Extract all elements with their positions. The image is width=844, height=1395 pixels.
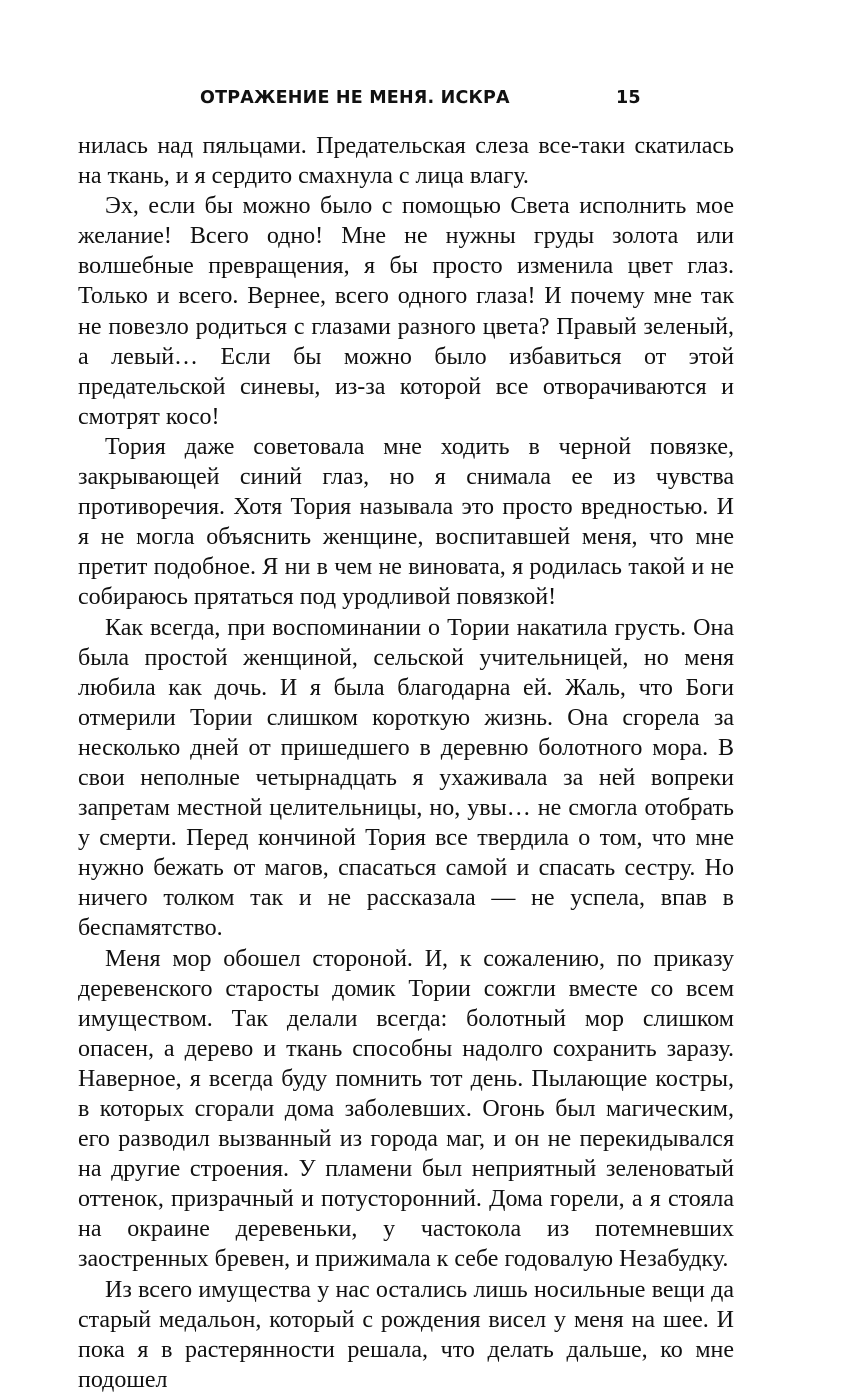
page-number: 15 — [616, 88, 641, 108]
running-title: ОТРАЖЕНИЕ НЕ МЕНЯ. ИСКРА — [200, 88, 510, 108]
paragraph: Из всего имущества у нас остались лишь носильные вещи да старый медальон, который с рождения висел у меня на шее. И пока я в растерянности решала, что делать дальше, ко мне подошел — [78, 1276, 734, 1393]
paragraph: Как всегда, при воспоминании о Тории накатила грусть. Она была простой женщиной, сельской учительницей, но меня любила как дочь. И я была благодарна ей. Жаль, что Боги отмерили Тории слишком короткую жизнь. Она сгорела за несколько дней от пришедшего в деревню болотного мора. В свои неполные четырнадцать я ухаживала за ней вопреки запретам местной целительницы, но, увы… не смогла отобрать у смерти. Перед кончиной Тория все твердила о том, что мне нужно бежать от магов, спасаться самой и спасать сестру. Но ничего толком так и не рассказала — не успела, впав в беспамятство. — [78, 614, 734, 942]
paragraph: Тория даже советовала мне ходить в черной повязке, закрывающей синий глаз, но я снимала ее из чувства противоречия. Хотя Тория называла это просто вредностью. И я не могла объяснить женщине, воспитавшей меня, что мне претит подобное. Я ни в чем не виновата, я родилась такой и не собираюсь прятаться под уродливой повязкой! — [78, 433, 734, 611]
paragraph: Эх, если бы можно было с помощью Света исполнить мое желание! Всего одно! Мне не нужны груды золота или волшебные превращения, я бы просто изменила цвет глаз. Только и всего. Вернее, всего одного глаза! И почему мне так не повезло родиться с глазами разного цвета? Правый зеленый, а левый… Если бы можно было избавиться от этой предательской синевы, из-за которой все отворачиваются и смотрят косо! — [78, 193, 734, 430]
paragraph: Меня мор обошел стороной. И, к сожалению, по приказу деревенского старосты домик Тории сожгли вместе со всем имуществом. Так делали всегда: болотный мор слишком опасен, а дерево и ткань способны надолго сохранить заразу. Наверное, я всегда буду помнить тот день. Пылающие костры, в которых сгорали дома заболевших. Огонь был магическим, его разводил вызванный из города маг, и он не перекидывался на другие строения. У пламени был неприятный зеленоватый оттенок, призрачный и потусторонний. Дома горели, а я стояла на окраине деревеньки, у частокола из потемневших заостренных бревен, и прижимала к себе годовалую Незабудку. — [78, 945, 734, 1273]
body-text — [78, 131, 734, 1395]
running-head — [78, 84, 734, 114]
paragraph: нилась над пяльцами. Предательская слеза все-таки скатилась на ткань, и я сердито смахнула с лица влагу. — [78, 133, 734, 190]
